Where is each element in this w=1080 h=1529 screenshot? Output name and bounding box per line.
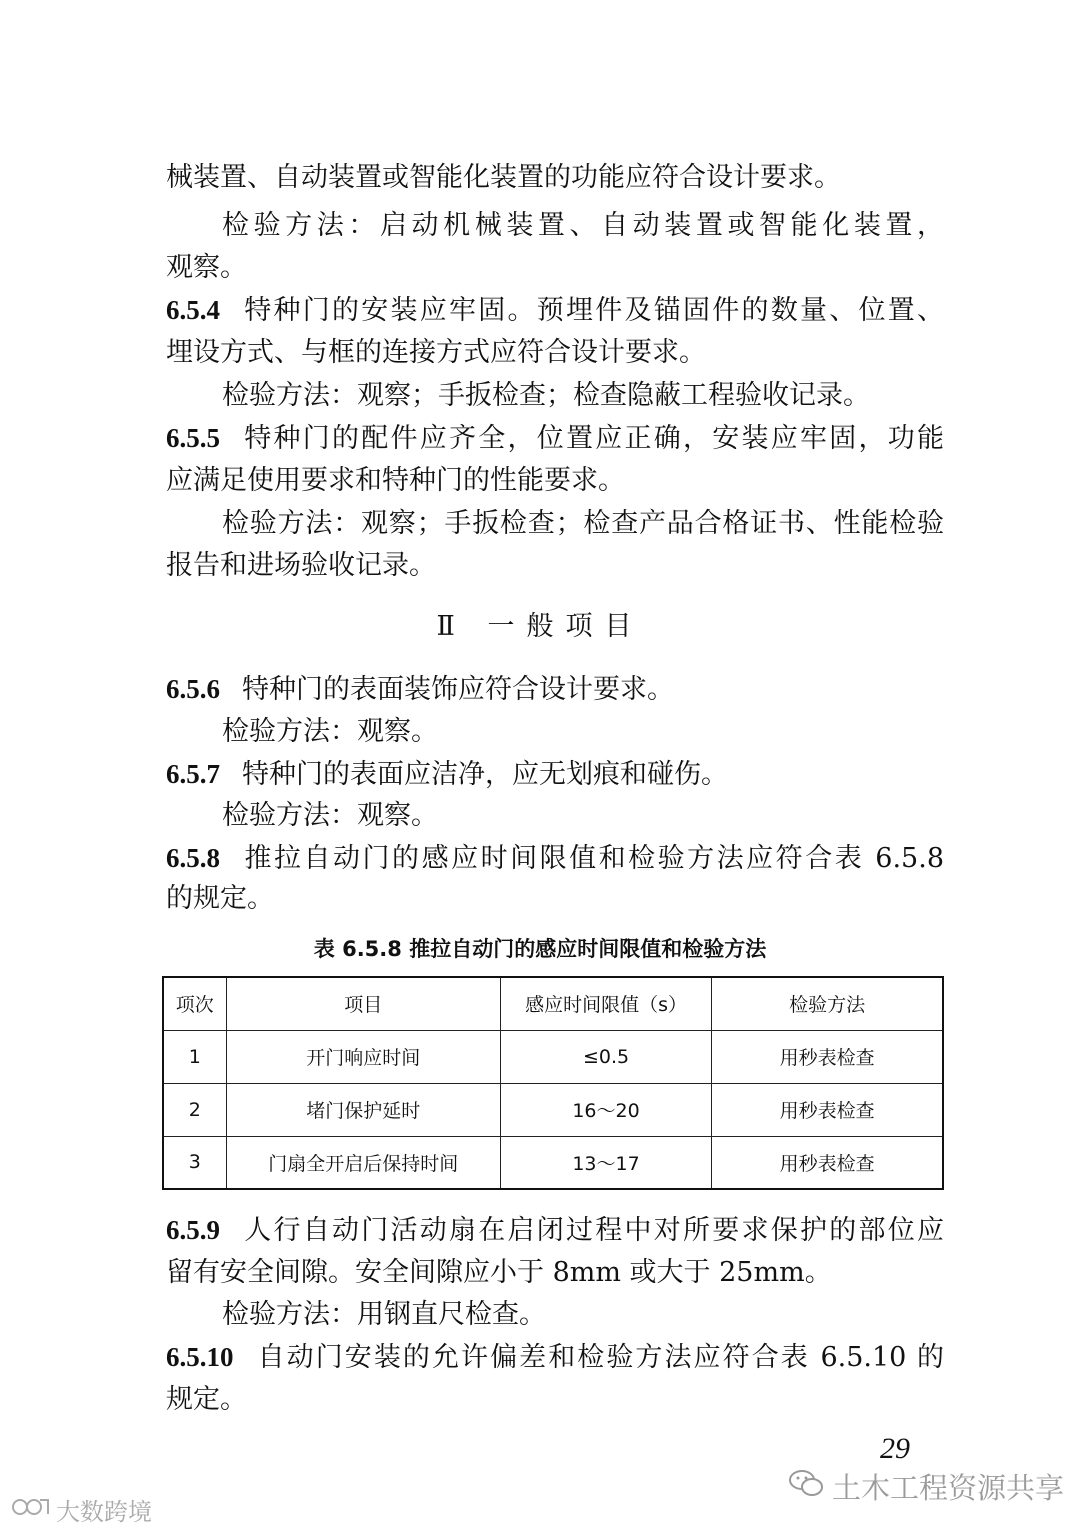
table-row (163, 1136, 943, 1189)
header-cell: 项次 (163, 977, 226, 1030)
table-cell: 堵门保护延时 (226, 1083, 500, 1136)
text-line: 检验方法：启动机械装置、自动装置或智能化装置， (222, 210, 944, 241)
text-line: 应满足使用要求和特种门的性能要求。 (166, 465, 625, 496)
text-line: 的规定。 (166, 883, 274, 914)
check-method: 检验方法：观察；手扳检查；检查产品合格证书、性能检验 (222, 508, 944, 539)
wechat-icon (788, 1468, 824, 1505)
check-method: 检验方法：观察。 (222, 716, 438, 747)
table-cell: 16～20 (500, 1083, 711, 1136)
clause-text: 自动门安装的允许偏差和检验方法应符合表 6.5.10 的 (255, 1342, 944, 1373)
clause-text: 特种门的表面装饰应符合设计要求。 (242, 674, 674, 705)
watermark-left (10, 1492, 152, 1527)
check-method: 检验方法：观察；手扳检查；检查隐蔽工程验收记录。 (222, 380, 870, 411)
clause-text: 人行自动门活动扇在启闭过程中对所要求保护的部位应 (242, 1215, 944, 1246)
header-cell: 检验方法 (712, 977, 943, 1030)
clause-6-5-9 (166, 1210, 944, 1250)
table-row (163, 1083, 943, 1136)
table-cell: 2 (163, 1083, 226, 1136)
check-method: 检验方法：观察。 (222, 800, 438, 831)
clause-text: 特种门的表面应洁净，应无划痕和碰伤。 (242, 759, 728, 790)
clause-text: 特种门的配件应齐全，位置应正确，安装应牢固，功能 (242, 423, 944, 454)
clause-6-5-7 (166, 754, 944, 794)
section-heading: Ⅱ 一般项目 (436, 611, 644, 642)
watermark-right (788, 1466, 1064, 1507)
table-cell: 用秒表检查 (712, 1083, 943, 1136)
inspection-table (162, 976, 944, 1190)
page-number: 29 (880, 1432, 910, 1465)
table-cell: 1 (163, 1030, 226, 1083)
clause-number: 6.5.8 (166, 843, 220, 873)
clause-text: 特种门的安装应牢固。预埋件及锚固件的数量、位置、 (242, 295, 944, 326)
clause-6-5-5 (166, 418, 944, 458)
clause-6-5-10 (166, 1337, 944, 1377)
table-cell: ≤0.5 (500, 1030, 711, 1083)
clause-6-5-8 (166, 838, 944, 878)
header-cell: 感应时间限值（s） (500, 977, 711, 1030)
text-line: 观察。 (166, 252, 247, 283)
watermark-text: 大数跨境 (56, 1498, 152, 1526)
clause-6-5-6 (166, 669, 944, 709)
text-line: 埋设方式、与框的连接方式应符合设计要求。 (166, 337, 706, 368)
clause-number: 6.5.4 (166, 295, 220, 325)
table-header-row (163, 977, 943, 1030)
clause-number: 6.5.10 (166, 1342, 234, 1372)
table-cell: 用秒表检查 (712, 1136, 943, 1189)
table-row (163, 1030, 943, 1083)
clause-text: 推拉自动门的感应时间限值和检验方法应符合表 6.5.8 (242, 843, 944, 874)
table-caption: 表 6.5.8 推拉自动门的感应时间限值和检验方法 (313, 937, 767, 961)
table-cell: 开门响应时间 (226, 1030, 500, 1083)
clause-number: 6.5.6 (166, 674, 220, 704)
clause-number: 6.5.5 (166, 423, 220, 453)
table-cell: 3 (163, 1136, 226, 1189)
text-line: 留有安全间隙。安全间隙应小于 8mm 或大于 25mm。 (166, 1257, 832, 1288)
clause-6-5-4 (166, 290, 944, 330)
clause-number: 6.5.7 (166, 759, 220, 789)
text-line: 规定。 (166, 1384, 247, 1415)
logo-icon (10, 1494, 50, 1526)
header-cell: 项目 (226, 977, 500, 1030)
table-cell: 13～17 (500, 1136, 711, 1189)
text-line: 械装置、自动装置或智能化装置的功能应符合设计要求。 (166, 162, 841, 193)
clause-number: 6.5.9 (166, 1215, 220, 1245)
table-cell: 用秒表检查 (712, 1030, 943, 1083)
text-line: 报告和进场验收记录。 (166, 550, 436, 581)
watermark-text: 土木工程资源共享 (832, 1471, 1065, 1505)
table-cell: 门扇全开启后保持时间 (226, 1136, 500, 1189)
check-method: 检验方法：用钢直尺检查。 (222, 1299, 546, 1330)
